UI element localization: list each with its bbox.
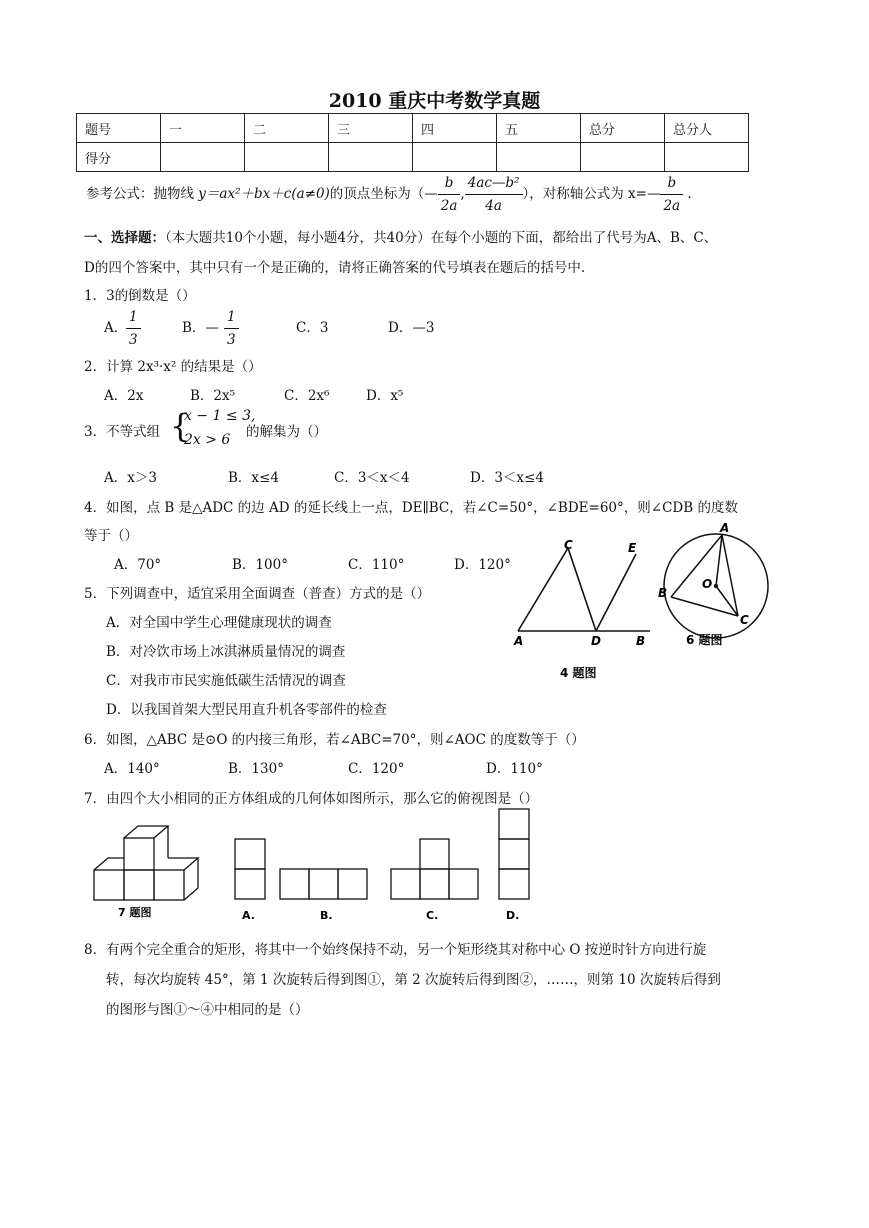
- table-cell: 一: [161, 114, 245, 143]
- question-5-stem: 5．下列调查中，适宜采用全面调查（普查）方式的是（）: [84, 586, 431, 602]
- option-label: C.: [426, 909, 439, 922]
- line-de: [596, 554, 636, 631]
- fraction: $\frac{\text{4ac—b²}}{4a}$: [465, 172, 523, 217]
- line-ab: [671, 535, 722, 597]
- system-line-1: x − 1 ≤ 3,: [184, 408, 256, 424]
- figure-4: [510, 534, 662, 684]
- table-cell: 总分人: [665, 114, 749, 143]
- table-cell[interactable]: [413, 143, 497, 172]
- point-label: C: [564, 538, 573, 552]
- table-cell: 五: [497, 114, 581, 143]
- table-cell: 总分: [581, 114, 665, 143]
- line-ac: [518, 548, 568, 631]
- question-4-stem: 4．如图，点 B 是△ADC 的边 AD 的延长线上一点，DE∥BC，若∠C=50°，∠BDE=60°，则∠CDB 的度数: [84, 500, 738, 516]
- option-b-shape: [280, 869, 367, 899]
- table-cell: 三: [329, 114, 413, 143]
- option-a-shape: [235, 839, 265, 899]
- question-4-options: A．70° B．100° C．110° D．120°: [114, 557, 511, 573]
- table-cell: 二: [245, 114, 329, 143]
- table-cell: 得分: [77, 143, 161, 172]
- fraction: $\frac{b}{2a}$: [438, 172, 461, 217]
- table-cell: 四: [413, 114, 497, 143]
- question-7-stem: 7．由四个大小相同的正方体组成的几何体如图所示，那么它的俯视图是（）: [84, 791, 539, 807]
- table-cell[interactable]: [329, 143, 413, 172]
- figure-6: [654, 518, 778, 650]
- question-5-option-a: A．对全国中学生心理健康现状的调查: [106, 615, 332, 631]
- question-3-options: A．x＞3 B．x≤4 C．3＜x＜4 D．3＜x≤4: [104, 470, 544, 486]
- option-label: B.: [320, 909, 333, 922]
- system-line-2: 2x > 6: [184, 432, 231, 448]
- score-table: [76, 113, 749, 172]
- table-cell[interactable]: [245, 143, 329, 172]
- option-label: D.: [506, 909, 520, 922]
- question-1-stem: 1．3的倒数是（）: [84, 288, 196, 304]
- question-6-stem: 6．如图，△ABC 是⊙O 的内接三角形，若∠ABC=70°，则∠AOC 的度数等于（）: [84, 732, 585, 748]
- option-d-shape: [499, 809, 529, 899]
- question-3-stem-pre: 3．不等式组: [84, 424, 161, 440]
- figure-caption: 7 题图: [118, 906, 152, 919]
- question-2-stem: 2．计算 2x³·x² 的结果是（）: [84, 359, 262, 375]
- question-5-option-d: D．以我国首架大型民用直升机各零部件的检查: [106, 702, 387, 718]
- line-cd: [568, 548, 596, 631]
- question-8-stem-line3: 的图形与图①～④中相同的是（）: [106, 1002, 309, 1018]
- point-label: B: [636, 634, 646, 648]
- line-oa: [716, 535, 722, 586]
- section-instructions: 一、选择题：（本大题共10个小题，每小题4分，共40分）在每个小题的下面，都给出了代号为A、B、C、: [84, 230, 718, 246]
- point-label: A: [514, 634, 524, 648]
- table-cell: 题号: [77, 114, 161, 143]
- center-point: [714, 584, 718, 588]
- question-2-options: A．2x B．2x⁵ C．2x⁶ D．x⁵: [104, 388, 404, 404]
- cube-figure: [94, 826, 198, 900]
- reference-formula: 参考公式：抛物线 y＝ax²＋bx＋c(a≠0)的顶点坐标为（— $\frac{b}{2a}$ , $\frac{\text{4ac—b²}}{4a}$ ），对称轴公式为 x=— $\frac{b}{2a}$ .: [86, 172, 692, 217]
- point-label: B: [658, 586, 668, 600]
- table-cell[interactable]: [581, 143, 665, 172]
- point-label: C: [740, 613, 749, 627]
- table-row: [77, 143, 749, 172]
- page-title: 2010 重庆中考数学真题: [328, 90, 541, 112]
- question-8-stem-line2: 转，每次均旋转 45°，第 1 次旋转后得到图①，第 2 次旋转后得到图②，……，则第 10 次旋转后得到: [106, 972, 721, 988]
- fraction: $\frac{b}{2a}$: [660, 172, 683, 217]
- brace-icon: {: [170, 407, 191, 445]
- figure-7: [82, 806, 542, 928]
- question-8-stem: 8．有两个完全重合的矩形，将其中一个始终保持不动，另一个矩形绕其对称中心 O 按逆时针方向进行旋: [84, 942, 707, 958]
- point-label: O: [702, 577, 713, 591]
- question-5-option-b: B．对冷饮市场上冰淇淋质量情况的调查: [106, 644, 346, 660]
- table-row: [77, 114, 749, 143]
- table-cell[interactable]: [497, 143, 581, 172]
- question-3-stem-post: 的解集为（）: [246, 424, 327, 440]
- figure-caption: 6 题图: [686, 633, 723, 647]
- option-label: A.: [242, 909, 255, 922]
- point-label: E: [628, 541, 637, 555]
- option-b-fraction: $\frac{1}{3}$: [224, 306, 239, 351]
- table-cell[interactable]: [665, 143, 749, 172]
- option-a-fraction: $\frac{1}{3}$: [126, 306, 141, 351]
- section-instructions-line2: D的四个答案中，其中只有一个是正确的，请将正确答案的代号填表在题后的括号中.: [84, 260, 586, 276]
- question-6-options: A．140° B．130° C．120° D．110°: [104, 761, 543, 777]
- option-c-shape: [391, 839, 478, 899]
- table-cell[interactable]: [161, 143, 245, 172]
- point-label: A: [720, 521, 730, 535]
- question-5-option-c: C．对我市市民实施低碳生活情况的调查: [106, 673, 346, 689]
- line-bc: [671, 597, 738, 616]
- figure-caption: 4 题图: [560, 666, 597, 680]
- point-label: D: [591, 634, 601, 648]
- question-4-stem-line2: 等于（）: [84, 528, 138, 544]
